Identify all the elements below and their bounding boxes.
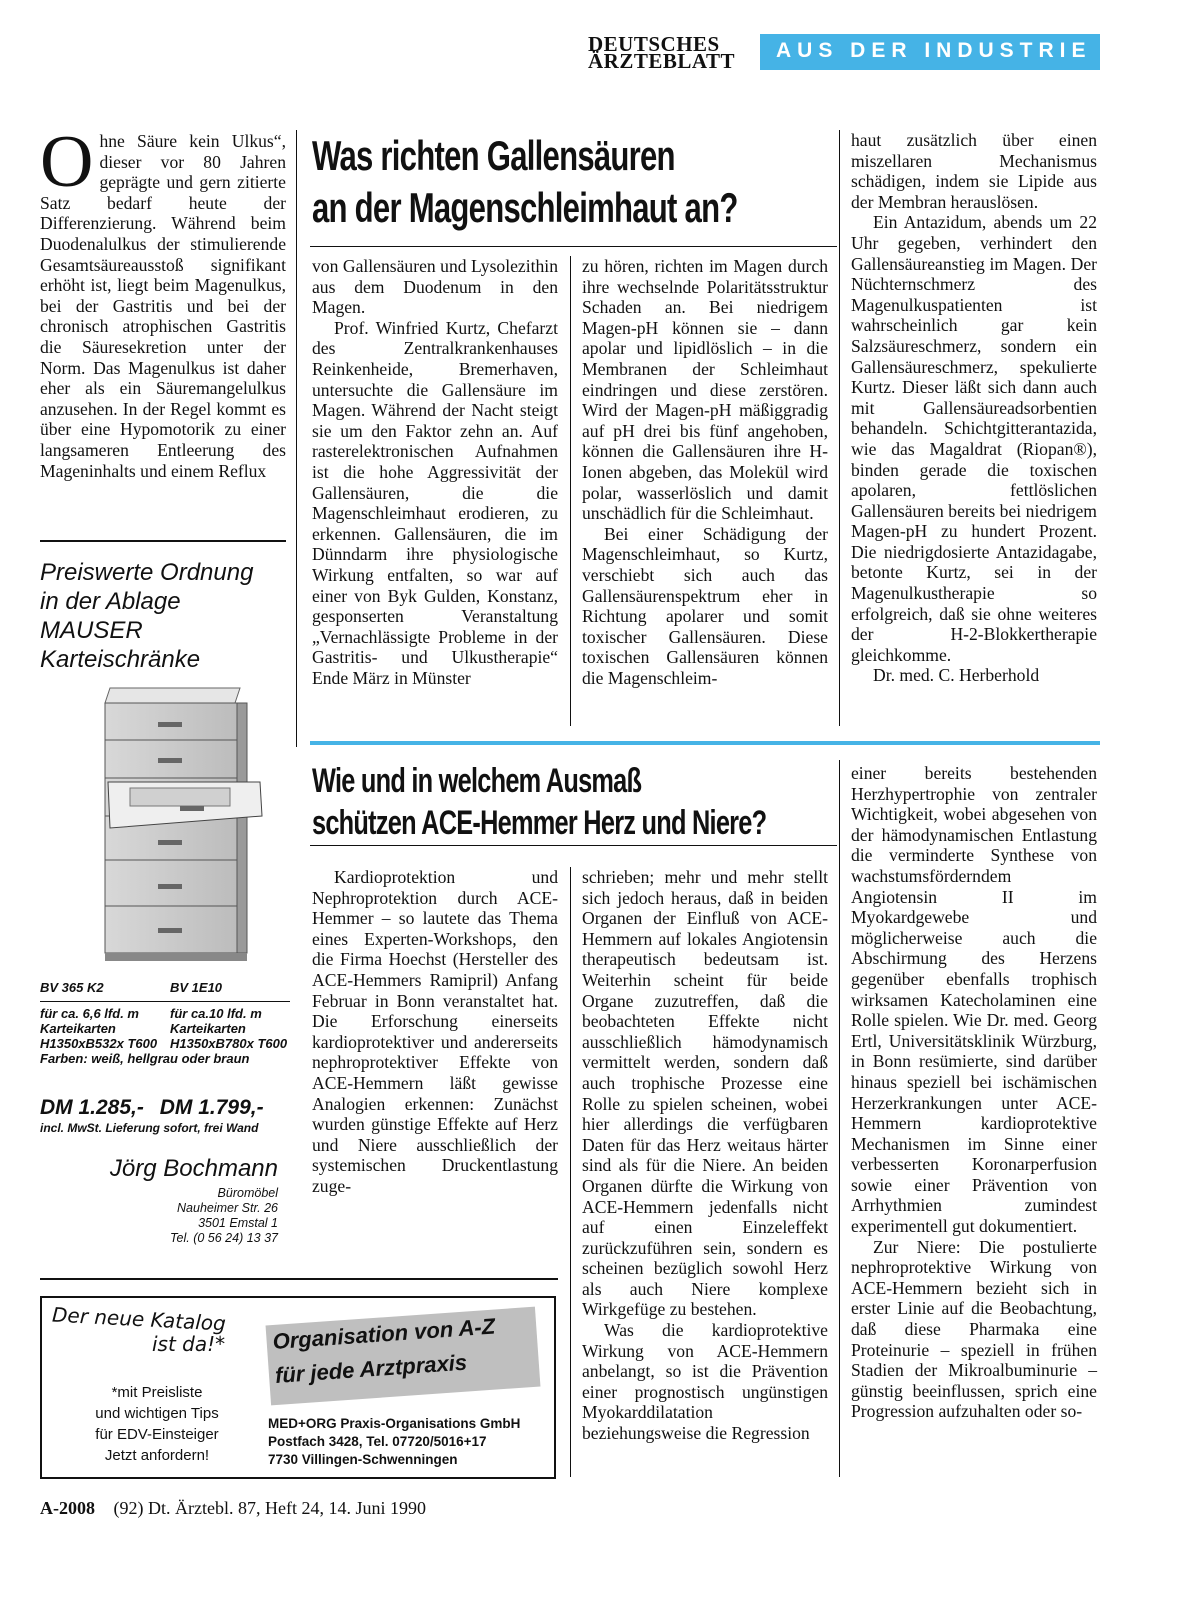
article1-title-line1: Was richten Gallensäuren <box>312 132 675 179</box>
paragraph: zu hören, richten im Magen durch ihre wechselnde Polaritätsstruktur Schaden an. Bei niedrigem Magen-pH können sie – dann apolar und lipidlöslich – in die Membranen der Schleimhaut eindringen und diese zerstören. Wird der Magen-pH mäßiggradig auf pH drei bis fünf angehoben, können die Gallensäuren ihre H-Ionen abgeben, das Molekül wird polar, wasserlöslich und damit unschädlich für die Schleimhaut. <box>582 256 828 524</box>
article2-title-line2: schützen ACE-Hemmer Herz und Niere? <box>312 804 767 842</box>
title-underline <box>310 246 837 247</box>
ad-top-rule <box>40 540 286 542</box>
journal-logo-line1: DEUTSCHES <box>588 32 720 56</box>
medorg-ad <box>40 1296 556 1479</box>
mauser-address-4: Tel. (0 56 24) 13 37 <box>170 1231 278 1245</box>
mauser-prices <box>40 1096 300 1120</box>
mauser-headline-3: MAUSER <box>40 617 143 644</box>
mauser-spec-2: für ca.10 lfd. m Karteikarten H1350xB780x T600 <box>170 1006 288 1051</box>
article1-col1-text: hne Säure kein Ulkus“, dieser vor 80 Jahren geprägte und gern zitierte Satz bedarf heute der Differenzierung. Während beim Duodenalulkus der stimulierende Gesamtsäureausstoß signifikant erhöht ist, liegt beim Magenulkus, bei der Gastritis und bei der chronisch atrophischen Gastritis die Säuresekretion unter der Norm. Das Magenulkus ist daher eher als ein Säuremangelulkus anzusehen. In der Regel kommt es über eine Hypomotorik zu einer langsameren Entleerung des Mageninhalts und einem Reflux <box>40 131 286 481</box>
mauser-headline-4: Karteischränke <box>40 646 201 673</box>
medorg-handwritten <box>51 1302 262 1356</box>
title-underline <box>310 845 837 846</box>
dropcap: O <box>40 121 94 203</box>
paragraph: Kardioprotektion und Nephroprotektion durch ACE-Hemmer – so lautete das Thema eines Experten-Workshops, den die Firma Hoechst (Hersteller des ACE-Hemmers Ramipril) Anfang Februar in Bonn veranstaltet hat. Die Erforschung einerseits kardioprotektiver und andererseits nephroprotektiver Effekte von ACE-Hemmern läßt gewisse Analogien erkennen: Zunächst wurden günstige Effekte auf Herz und Niere ausschließlich der systemischen Druckentlastung zuge- <box>312 867 558 1196</box>
author: Dr. med. C. Herberhold <box>873 665 1040 686</box>
mauser-price-note: incl. MwSt. Lieferung sofort, frei Wand <box>40 1121 259 1135</box>
mauser-colors: Farben: weiß, hellgrau oder braun <box>40 1051 250 1066</box>
journal-logo <box>588 32 748 73</box>
column-rule <box>570 256 571 726</box>
medorg-note-4: Jetzt anfordern! <box>104 1447 210 1464</box>
medorg-hand-1: Der neue Katalog <box>51 1302 227 1336</box>
mauser-address <box>40 1186 278 1246</box>
section-label: AUS DER INDUSTRIE <box>776 39 1092 62</box>
filing-cabinet-image <box>70 678 270 968</box>
paragraph: schrieben; mehr und mehr stellt sich jedoch heraus, daß in beiden Organen der Einfluß von ACE-Hemmern auf lokales Angiotensin therapeutisch bedeutsam ist. Weiterhin scheint für beide Organe zuzutreffen, daß die beobachteten Effekte nicht ausschließlich hämodynamisch vermittelt werden, sondern daß auch trophische Prozesse eine Rolle zu spielen scheinen, wobei hier allerdings die verfügbaren Daten für das Herz weitaus härter sind als für die Niere. An beiden Organen dürfte die Wirkung von ACE-Hemmern jedenfalls nicht auf einen Einzeleffekt zurückzuführen sein, sondern es scheinen bezüglich sowohl Herz als auch Niere komplexe Wirkgefüge zu bestehen. <box>582 867 828 1320</box>
medorg-note-1: *mit Preisliste <box>111 1384 203 1401</box>
ad-top-rule <box>40 1278 558 1280</box>
column-rule <box>839 130 840 726</box>
paragraph: einer bereits bestehenden Herzhypertrophie von zentraler Wichtigkeit, wobei abgesehen von der hämodynamischen Entlastung die verminderte Synthese von wachstumsförderndem Angiotensin II im Myokardgewebe und möglicherweise auch die Abschirmung des Herzens gegenüber ebenfalls trophisch wirksamen Katecholaminen eine Rolle spielen. Wie Dr. med. Georg Ertl, Universitätsklinik Würzburg, in Bonn resümierte, sind darüber hinaus speziell bei ischämischen Herzerkrankungen unter ACE-Hemmern kardioprotektive Mechanismen im Sinne einer verbesserten Koronarperfusion sowie einer Prävention von Arrhythmien zumindest experimentell gut dokumentiert. <box>851 763 1097 1237</box>
mauser-spec-1: für ca. 6,6 lfd. m Karteikarten H1350xB532x T600 <box>40 1006 158 1051</box>
article2-title-line1: Wie und in welchem Ausmaß <box>312 762 642 800</box>
column-rule <box>570 867 571 1477</box>
article1-title <box>312 130 786 234</box>
medorg-postfach: Postfach 3428, Tel. 07720/5016+17 <box>268 1434 487 1449</box>
mauser-price-2: DM 1.799,- <box>159 1096 264 1119</box>
article2-title <box>312 760 834 844</box>
mauser-address-1: Büromöbel <box>217 1186 278 1200</box>
medorg-note-3: für EDV-Einsteiger <box>95 1426 219 1443</box>
mauser-address-2: Nauheimer Str. 26 <box>177 1201 278 1215</box>
section-banner <box>760 34 1100 70</box>
paragraph: Prof. Winfried Kurtz, Chefarzt des Zentralkrankenhauses Reinkenheide, Bremerhaven, untersuchte die Gallensäure im Magen. Während der Nacht steigt sie um den Faktor zehn an. Auf rasterelektronischen Aufnahmen ist die hohe Aggressivität der Gallensäuren, die die Magenschleimhaut erodieren, zu erkennen. Gallensäuren, die im Dünndarm ihre physiologische Wirkung entfalten, so war auf einer von Byk Gulden, Konstanz, gesponserten Veranstaltung „Vernachlässigte Probleme in der Gastritis- und Ulkustherapie“ Ende März in Münster <box>312 317 558 688</box>
medorg-stamp-1: Organisation von A-Z <box>271 1313 496 1355</box>
article1-col3 <box>582 256 828 688</box>
article2-col3 <box>851 763 1097 1422</box>
article1-col2 <box>312 256 558 688</box>
paragraph: von Gallensäuren und Lysolezithin aus dem Duodenum in den Magen. <box>312 256 558 318</box>
article1-col4 <box>851 130 1097 686</box>
mauser-headline <box>40 558 300 674</box>
mauser-price-1: DM 1.285,- <box>40 1096 144 1119</box>
medorg-hand-2: ist da!* <box>152 1332 226 1356</box>
mauser-model-2: BV 1E10 <box>170 980 223 995</box>
article1-col1 <box>40 121 286 481</box>
paragraph: Ein Antazidum, abends um 22 Uhr gegeben, verhindert den Gallensäureanstieg im Magen. Der Nüchternschmerz des Magenulkuspatienten ist wahrscheinlich gar kein Salzsäureschmerz, sondern ein Gallensäureschmerz, spekulierte Kurtz. Dieser läßt sich dann auch mit Gallensäureadsorbentien behandeln. Schichtgitterantazida, wie das Magaldrat (Riopan®), binden gerade die toxischen apolaren, fettlöslichen Gallensäuren bereits bei niedrigem Magen-pH zu hundert Prozent. Die niedrigdosierte Antazidagabe, betonte Kurtz, sei in der Magenulkustherapie so erfolgreich, daß sie ohne weiteres der H-2-Blokkertherapie gleichkomme. <box>851 212 1097 665</box>
medorg-address <box>268 1415 548 1469</box>
paragraph: Was die kardioprotektive Wirkung von ACE-Hemmern anbelangt, so ist die Prävention einer prognostisch ungünstigen Myokarddilatation beziehungsweise die Regression <box>582 1320 828 1444</box>
paragraph: Bei einer Schädigung der Magenschleimhaut, so Kurtz, verschiebt sich auch das Gallensäurenspektrum eher in Richtung apolarer und somit toxischer Gallensäuren. Diese toxischen Gallensäuren können die Magenschleim- <box>582 523 828 688</box>
paragraph: Zur Niere: Die postulierte nephroprotektive Wirkung von ACE-Hemmern bezieht sich in erster Linie auf die Beobachtung, daß diese Pharmaka eine Proteinurie – speziell in frühen Stadien der Mikroalbuminurie – günstig beeinflussen, sprich eine Progression aufzuhalten oder so- <box>851 1236 1097 1422</box>
medorg-city: 7730 Villingen-Schwenningen <box>268 1452 458 1467</box>
mauser-headline-1: Preiswerte Ordnung <box>40 559 254 586</box>
column-rule <box>839 760 840 1477</box>
article2-col1 <box>312 867 558 1197</box>
mauser-models <box>40 980 290 1066</box>
mauser-headline-2: in der Ablage <box>40 588 181 615</box>
article2-col2 <box>582 867 828 1444</box>
page-footer <box>40 1498 640 1519</box>
mauser-address-3: 3501 Emstal 1 <box>198 1216 278 1230</box>
medorg-notes <box>52 1382 262 1466</box>
paragraph: haut zusätzlich über einen miszellaren Mechanismus schädigen, indem sie Lipide aus der Membran herauslösen. <box>851 130 1097 212</box>
page-number: A-2008 <box>40 1498 95 1518</box>
citation: (92) Dt. Ärztebl. 87, Heft 24, 14. Juni 1990 <box>113 1498 426 1518</box>
article1-title-line2: an der Magenschleimhaut an? <box>312 184 738 231</box>
medorg-stamp-2: für jede Arztpraxis <box>274 1349 468 1388</box>
mauser-model-1: BV 365 K2 <box>40 980 104 995</box>
medorg-company: MED+ORG Praxis-Organisations GmbH <box>268 1416 521 1431</box>
medorg-note-2: und wichtigen Tips <box>95 1405 219 1422</box>
medorg-stamp <box>266 1307 541 1406</box>
article-separator <box>310 741 1100 745</box>
journal-logo-line2: ÄRZTEBLATT <box>588 49 735 73</box>
mauser-seller: Jörg Bochmann <box>109 1155 278 1182</box>
